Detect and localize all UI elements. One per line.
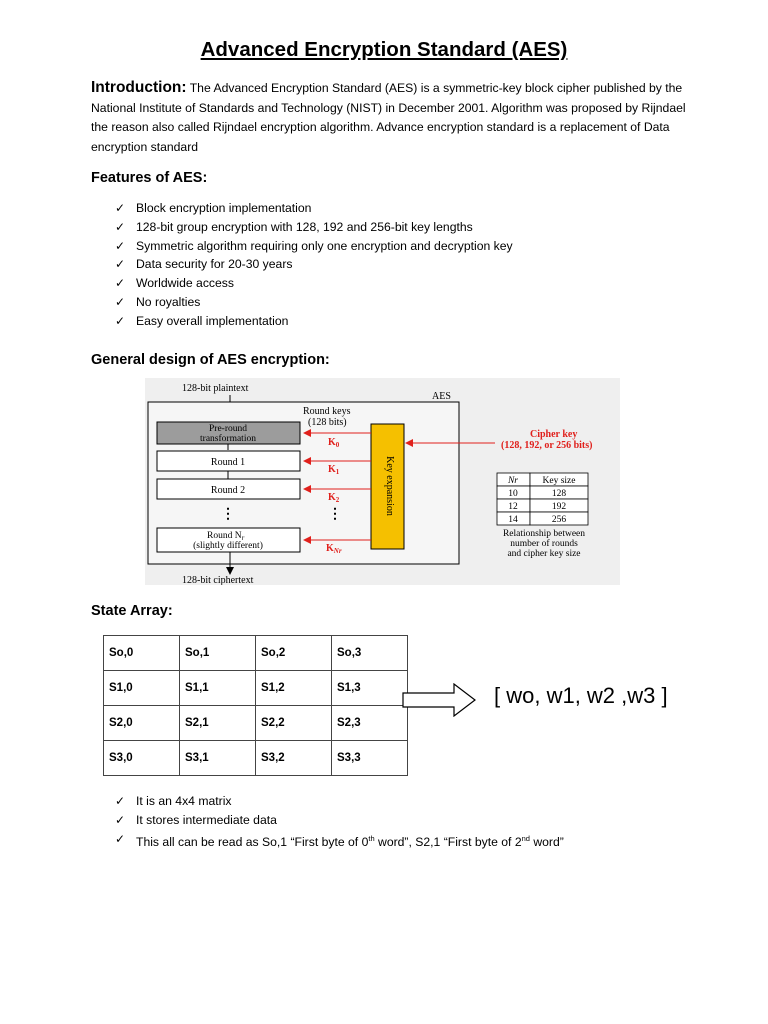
round1-label: Round 1	[210, 457, 246, 468]
table-cell: S3,2	[256, 741, 332, 776]
check-icon: ✓	[115, 257, 126, 272]
rounds-ellipsis: ⋮	[221, 507, 235, 522]
state-array-table	[103, 635, 408, 776]
aes-diagram	[145, 378, 620, 585]
k0-label: $K_0$	[328, 437, 340, 449]
table-cell: So,3	[332, 636, 408, 671]
table-cell: S1,2	[256, 671, 332, 706]
features-list	[115, 199, 513, 331]
keys-ellipsis: ⋮	[328, 507, 342, 522]
round-keys-label: Round keys	[303, 406, 351, 417]
round2-label: Round 2	[210, 485, 246, 496]
list-item: ✓ Block encryption implementation	[115, 199, 513, 218]
relationship-line-3: and cipher key size	[507, 549, 581, 559]
pre-round-label-1: Pre-round	[209, 424, 247, 434]
table-cell: S1,0	[104, 671, 180, 706]
check-icon: ✓	[115, 313, 126, 328]
words-vector: [ wo, w1, w2 ,w3 ]	[494, 683, 668, 708]
pre-round-label-2: transformation	[200, 434, 256, 444]
list-item: ✓ No royalties	[115, 293, 513, 312]
list-item: ✓ Data security for 20-30 years	[115, 255, 513, 274]
table-cell: 128	[551, 489, 567, 499]
intro-paragraph	[91, 78, 691, 157]
round-nr-label: Round $N_r$	[207, 531, 245, 542]
table-cell: S3,1	[180, 741, 256, 776]
cipher-key-label: Cipher key	[530, 429, 578, 440]
check-icon: ✓	[115, 219, 126, 234]
check-icon: ✓	[115, 294, 126, 309]
list-item: ✓ It is an 4x4 matrix	[115, 792, 564, 811]
check-icon: ✓	[115, 794, 126, 808]
table-row	[104, 741, 408, 776]
table-row	[104, 636, 408, 671]
ciphertext-label: 128-bit ciphertext	[182, 575, 254, 585]
list-item: ✓ It stores intermediate data	[115, 811, 564, 830]
state-notes-list	[115, 792, 564, 848]
table-cell: 256	[551, 515, 567, 525]
table-row	[104, 706, 408, 741]
table-cell: S1,1	[180, 671, 256, 706]
table-cell: 12	[508, 502, 518, 512]
plaintext-label: 128-bit plaintext	[182, 383, 249, 394]
check-icon: ✓	[115, 201, 126, 215]
knr-label: $K_{Nr}$	[326, 543, 342, 555]
check-icon: ✓	[115, 831, 126, 846]
table-cell: So,2	[256, 636, 332, 671]
aes-label: AES	[432, 391, 451, 402]
relationship-line-2: number of rounds	[510, 539, 578, 549]
intro-lead: Introduction:	[91, 79, 187, 96]
cipher-key-sizes: (128, 192, or 256 bits)	[501, 440, 593, 451]
list-item: ✓ Symmetric algorithm requiring only one encryption and decryption key	[115, 237, 513, 256]
round-keys-bits: (128 bits)	[308, 417, 347, 428]
table-cell: S2,0	[104, 706, 180, 741]
table-row	[104, 671, 408, 706]
table-cell: So,0	[104, 636, 180, 671]
key-expansion-label: Key expansion	[384, 456, 395, 516]
table-cell: S3,0	[104, 741, 180, 776]
table-header-nr: Nr	[507, 476, 519, 486]
check-icon: ✓	[115, 812, 126, 827]
table-header-keysize: Key size	[542, 476, 576, 486]
table-cell: S2,2	[256, 706, 332, 741]
page-title: Advanced Encryption Standard (AES)	[200, 38, 568, 61]
table-cell: S3,3	[332, 741, 408, 776]
check-icon: ✓	[115, 238, 126, 253]
intro-text: The Advanced Encryption Standard (AES) is a symmetric-key block cipher published by the National Institute of Standards and Technology (NIST) in December 2001. Algorithm was proposed by Rijndael the reason also called Rijndael encryption algorithm. Advance encryption standard is a replacement of Data encryption standard	[91, 81, 686, 154]
table-cell: So,1	[180, 636, 256, 671]
right-arrow-icon	[402, 683, 477, 717]
list-item: ✓ Easy overall implementation	[115, 312, 513, 331]
round-nr-note: (slightly different)	[193, 541, 263, 551]
table-cell: 192	[551, 502, 567, 512]
k1-label: $K_1$	[328, 464, 340, 476]
relationship-line-1: Relationship between	[502, 529, 586, 539]
list-item: ✓ 128-bit group encryption with 128, 192 and 256-bit key lengths	[115, 218, 513, 237]
design-heading: General design of AES encryption:	[91, 352, 330, 368]
features-heading: Features of AES:	[91, 170, 208, 186]
state-heading: State Array:	[91, 603, 173, 619]
table-cell: S1,3	[332, 671, 408, 706]
list-item: ✓ Worldwide access	[115, 274, 513, 293]
table-cell: 10	[508, 489, 518, 499]
table-cell: S2,1	[180, 706, 256, 741]
table-cell: 14	[508, 515, 518, 525]
table-cell: S2,3	[332, 706, 408, 741]
k2-label: $K_2$	[328, 492, 340, 504]
check-icon: ✓	[115, 276, 126, 291]
list-item: ✓ This all can be read as So,1 “First byte of 0th word”, S2,1 “First byte of 2nd word”	[115, 831, 564, 849]
